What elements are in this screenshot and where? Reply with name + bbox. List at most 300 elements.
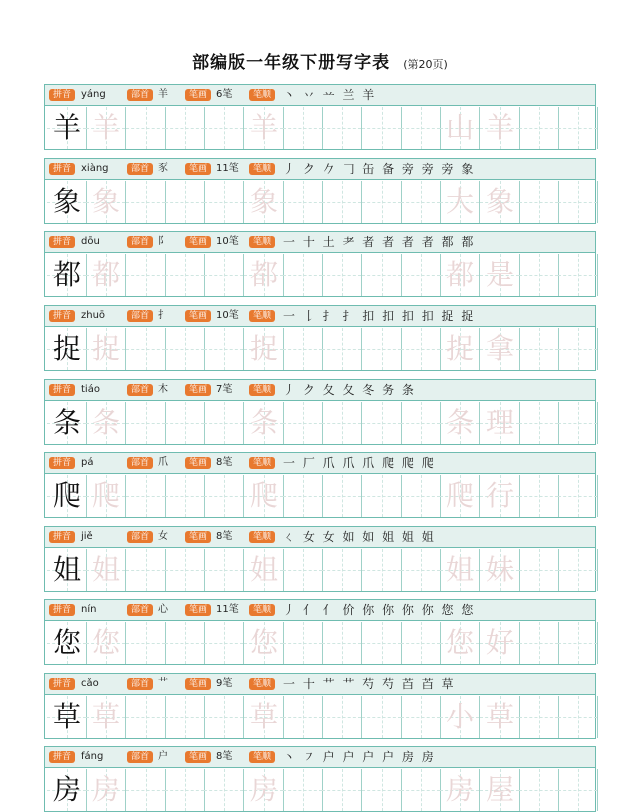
grid-cell (480, 549, 520, 591)
character-block (44, 746, 596, 812)
word-trace-character: 草 (485, 700, 514, 733)
page-title (0, 48, 640, 73)
grid-cell (440, 769, 480, 811)
trace-character: 草 (91, 700, 120, 733)
grid-cell (165, 696, 205, 738)
info-header (45, 453, 595, 474)
trace-character: 草 (249, 700, 278, 733)
grid-cell (86, 769, 126, 811)
grid-cell (322, 181, 362, 223)
stroke-order-tag: 笔顺 (249, 310, 275, 322)
radical-tag: 部首 (127, 163, 153, 175)
radical-text: 艹 (158, 678, 168, 689)
trace-character: 您 (249, 626, 278, 659)
pinyin-text: tiáo (81, 384, 100, 395)
model-character: 爬 (52, 479, 81, 512)
grid-cell (165, 181, 205, 223)
stroke-count-tag: 笔画 (185, 751, 211, 763)
stroke-order-tag: 笔顺 (249, 604, 275, 616)
grid-cell (322, 622, 362, 664)
radical-text: 阝 (158, 236, 168, 247)
grid-cell (558, 328, 598, 370)
grid-cell (47, 107, 87, 149)
grid-cell (165, 402, 205, 444)
pinyin-text: fáng (81, 751, 104, 762)
grid-cell (401, 622, 441, 664)
grid-cell (126, 254, 166, 296)
grid-cell (519, 475, 559, 517)
word-trace-character: 羊 (485, 111, 514, 144)
grid-cell (283, 622, 323, 664)
radical-tag: 部首 (127, 310, 153, 322)
grid-cell (362, 181, 402, 223)
grid-cell (86, 181, 126, 223)
grid-cell (86, 549, 126, 591)
grid-cell (86, 254, 126, 296)
radical-text: 木 (158, 384, 168, 395)
stroke-count-tag: 笔画 (185, 236, 211, 248)
trace-character: 捉 (91, 332, 120, 365)
grid-cell (401, 549, 441, 591)
word-trace-character: 小 (445, 700, 474, 733)
pinyin-tag: 拼音 (49, 236, 75, 248)
stroke-count-tag: 笔画 (185, 604, 211, 616)
stroke-count-text: 10笔 (216, 310, 239, 321)
grid-cell (204, 549, 244, 591)
grid-cell (47, 622, 87, 664)
writing-grid (45, 768, 595, 812)
stroke-order-text: 一 十 土 耂 者 者 者 者 都 都 (283, 235, 476, 249)
grid-cell (47, 402, 87, 444)
grid-cell (558, 181, 598, 223)
grid-cell (86, 107, 126, 149)
info-header (45, 306, 595, 327)
grid-cell (47, 549, 87, 591)
grid-cell (519, 622, 559, 664)
grid-cell (283, 328, 323, 370)
word-trace-character: 妹 (485, 553, 514, 586)
model-character: 条 (52, 406, 81, 439)
grid-cell (126, 622, 166, 664)
word-trace-character: 山 (445, 111, 474, 144)
character-block (44, 305, 596, 371)
pinyin-tag: 拼音 (49, 751, 75, 763)
grid-cell (362, 549, 402, 591)
trace-character: 都 (91, 258, 120, 291)
word-trace-character: 屋 (485, 773, 514, 806)
pinyin-text: nín (81, 604, 97, 615)
stroke-count-text: 8笔 (216, 457, 233, 468)
pinyin-text: yáng (81, 89, 106, 100)
grid-cell (519, 769, 559, 811)
grid-cell (322, 769, 362, 811)
stroke-order-text: 丿 亻 亻 价 你 你 你 你 您 您 (283, 603, 476, 617)
grid-cell (440, 402, 480, 444)
character-block (44, 379, 596, 445)
model-character: 姐 (52, 553, 81, 586)
grid-cell (480, 181, 520, 223)
word-trace-character: 拿 (485, 332, 514, 365)
pinyin-text: zhuō (81, 310, 106, 321)
radical-tag: 部首 (127, 457, 153, 469)
grid-cell (480, 696, 520, 738)
word-trace-character: 条 (445, 406, 474, 439)
grid-cell (47, 181, 87, 223)
grid-cell (519, 107, 559, 149)
grid-cell (283, 769, 323, 811)
grid-cell (519, 549, 559, 591)
character-block (44, 599, 596, 665)
grid-cell (401, 769, 441, 811)
grid-cell (558, 696, 598, 738)
pinyin-tag: 拼音 (49, 457, 75, 469)
grid-cell (47, 254, 87, 296)
grid-cell (165, 622, 205, 664)
radical-text: 户 (158, 751, 168, 762)
grid-cell (401, 475, 441, 517)
pinyin-tag: 拼音 (49, 678, 75, 690)
trace-character: 象 (91, 185, 120, 218)
word-trace-character: 房 (445, 773, 474, 806)
stroke-count-tag: 笔画 (185, 457, 211, 469)
grid-cell (519, 696, 559, 738)
stroke-count-text: 6笔 (216, 89, 233, 100)
character-block (44, 231, 596, 297)
grid-cell (126, 549, 166, 591)
stroke-order-text: 丿 ク 𠂊 𠃌 缶 备 旁 旁 旁 象 (283, 162, 476, 176)
grid-cell (440, 622, 480, 664)
stroke-count-text: 7笔 (216, 384, 233, 395)
stroke-order-text: 一 十 艹 艹 芍 芍 苩 苩 草 (283, 677, 456, 691)
trace-character: 姐 (91, 553, 120, 586)
pinyin-text: jiě (81, 531, 93, 542)
writing-grid (45, 106, 595, 150)
grid-cell (204, 181, 244, 223)
character-block (44, 452, 596, 518)
grid-cell (440, 181, 480, 223)
radical-tag: 部首 (127, 678, 153, 690)
pinyin-tag: 拼音 (49, 89, 75, 101)
word-trace-character: 您 (445, 626, 474, 659)
grid-cell (244, 402, 284, 444)
radical-text: 扌 (158, 310, 168, 321)
grid-cell (401, 107, 441, 149)
info-header (45, 232, 595, 253)
grid-cell (126, 402, 166, 444)
pinyin-text: dōu (81, 236, 100, 247)
word-trace-character: 爬 (445, 479, 474, 512)
stroke-order-text: 一 厂 爪 爪 爪 爬 爬 爬 (283, 456, 436, 470)
grid-cell (204, 107, 244, 149)
radical-tag: 部首 (127, 384, 153, 396)
grid-cell (204, 402, 244, 444)
model-character: 草 (52, 700, 81, 733)
grid-cell (480, 254, 520, 296)
grid-cell (204, 696, 244, 738)
grid-cell (480, 475, 520, 517)
info-header (45, 600, 595, 621)
grid-cell (283, 475, 323, 517)
grid-cell (126, 769, 166, 811)
grid-cell (244, 622, 284, 664)
trace-character: 象 (249, 185, 278, 218)
grid-cell (126, 181, 166, 223)
stroke-order-text: 一 𠄌 扌 扌 扣 扣 扣 扣 捉 捉 (283, 309, 476, 323)
grid-cell (165, 549, 205, 591)
pinyin-text: cǎo (81, 678, 99, 689)
radical-text: 豕 (158, 163, 168, 174)
radical-text: 女 (158, 531, 168, 542)
grid-cell (244, 254, 284, 296)
character-block (44, 673, 596, 739)
grid-cell (126, 328, 166, 370)
grid-cell (204, 328, 244, 370)
grid-cell (558, 769, 598, 811)
pinyin-tag: 拼音 (49, 310, 75, 322)
grid-cell (558, 402, 598, 444)
grid-cell (362, 328, 402, 370)
stroke-order-tag: 笔顺 (249, 751, 275, 763)
stroke-order-tag: 笔顺 (249, 531, 275, 543)
radical-text: 心 (158, 604, 168, 615)
stroke-count-tag: 笔画 (185, 163, 211, 175)
grid-cell (47, 696, 87, 738)
character-block (44, 526, 596, 592)
model-character: 捉 (52, 332, 81, 365)
radical-tag: 部首 (127, 604, 153, 616)
stroke-count-text: 10笔 (216, 236, 239, 247)
grid-cell (244, 769, 284, 811)
stroke-count-text: 8笔 (216, 531, 233, 542)
stroke-count-tag: 笔画 (185, 89, 211, 101)
stroke-order-tag: 笔顺 (249, 163, 275, 175)
grid-cell (401, 696, 441, 738)
grid-cell (244, 107, 284, 149)
grid-cell (47, 475, 87, 517)
writing-grid (45, 548, 595, 592)
pinyin-text: pá (81, 457, 94, 468)
trace-character: 羊 (91, 111, 120, 144)
grid-cell (519, 402, 559, 444)
grid-cell (401, 254, 441, 296)
grid-cell (165, 107, 205, 149)
radical-text: 爪 (158, 457, 168, 468)
grid-cell (165, 328, 205, 370)
grid-cell (244, 696, 284, 738)
grid-cell (362, 107, 402, 149)
grid-cell (480, 328, 520, 370)
grid-cell (47, 328, 87, 370)
grid-cell (244, 328, 284, 370)
grid-cell (283, 254, 323, 296)
grid-cell (204, 622, 244, 664)
word-trace-character: 是 (485, 258, 514, 291)
stroke-order-tag: 笔顺 (249, 678, 275, 690)
grid-cell (401, 181, 441, 223)
grid-cell (558, 254, 598, 296)
grid-cell (86, 622, 126, 664)
grid-cell (322, 696, 362, 738)
stroke-count-tag: 笔画 (185, 384, 211, 396)
model-character: 您 (52, 626, 81, 659)
word-trace-character: 象 (485, 185, 514, 218)
word-trace-character: 好 (485, 626, 514, 659)
grid-cell (204, 254, 244, 296)
stroke-count-text: 8笔 (216, 751, 233, 762)
model-character: 羊 (52, 111, 81, 144)
grid-cell (519, 254, 559, 296)
trace-character: 姐 (249, 553, 278, 586)
radical-tag: 部首 (127, 236, 153, 248)
stroke-order-tag: 笔顺 (249, 457, 275, 469)
grid-cell (244, 181, 284, 223)
pinyin-tag: 拼音 (49, 531, 75, 543)
grid-cell (283, 107, 323, 149)
info-header (45, 674, 595, 695)
page-number: (第20页) (403, 58, 448, 71)
grid-cell (204, 475, 244, 517)
grid-cell (362, 769, 402, 811)
radical-tag: 部首 (127, 89, 153, 101)
stroke-order-tag: 笔顺 (249, 384, 275, 396)
grid-cell (480, 769, 520, 811)
grid-cell (322, 475, 362, 517)
grid-cell (558, 622, 598, 664)
grid-cell (322, 549, 362, 591)
grid-cell (47, 769, 87, 811)
trace-character: 房 (91, 773, 120, 806)
pinyin-tag: 拼音 (49, 384, 75, 396)
stroke-count-tag: 笔画 (185, 678, 211, 690)
pinyin-tag: 拼音 (49, 163, 75, 175)
stroke-order-text: 丿 ク 夂 夂 冬 务 条 (283, 383, 416, 397)
grid-cell (362, 402, 402, 444)
grid-cell (322, 328, 362, 370)
model-character: 都 (52, 258, 81, 291)
grid-cell (558, 475, 598, 517)
grid-cell (480, 622, 520, 664)
info-header (45, 747, 595, 768)
trace-character: 条 (249, 406, 278, 439)
grid-cell (322, 402, 362, 444)
grid-cell (558, 549, 598, 591)
pinyin-text: xiàng (81, 163, 109, 174)
word-trace-character: 行 (485, 479, 514, 512)
stroke-order-tag: 笔顺 (249, 89, 275, 101)
model-character: 象 (52, 185, 81, 218)
word-trace-character: 理 (485, 406, 514, 439)
trace-character: 羊 (249, 111, 278, 144)
grid-cell (126, 696, 166, 738)
title-text: 部编版一年级下册写字表 (192, 53, 391, 73)
stroke-count-text: 9笔 (216, 678, 233, 689)
grid-cell (440, 254, 480, 296)
grid-cell (86, 475, 126, 517)
grid-cell (86, 402, 126, 444)
trace-character: 都 (249, 258, 278, 291)
radical-tag: 部首 (127, 751, 153, 763)
grid-cell (126, 475, 166, 517)
info-header (45, 380, 595, 401)
grid-cell (244, 475, 284, 517)
grid-cell (165, 475, 205, 517)
writing-grid (45, 695, 595, 739)
grid-cell (362, 622, 402, 664)
grid-cell (440, 475, 480, 517)
grid-cell (558, 107, 598, 149)
trace-character: 爬 (249, 479, 278, 512)
stroke-order-text: 丶 丷 䒑 兰 羊 (283, 88, 377, 102)
word-trace-character: 都 (445, 258, 474, 291)
grid-cell (440, 549, 480, 591)
grid-cell (283, 181, 323, 223)
character-block (44, 158, 596, 224)
stroke-count-tag: 笔画 (185, 531, 211, 543)
stroke-count-text: 11笔 (216, 604, 239, 615)
grid-cell (519, 328, 559, 370)
word-trace-character: 姐 (445, 553, 474, 586)
stroke-order-tag: 笔顺 (249, 236, 275, 248)
trace-character: 条 (91, 406, 120, 439)
grid-cell (283, 696, 323, 738)
model-character: 房 (52, 773, 81, 806)
grid-cell (165, 254, 205, 296)
grid-cell (204, 769, 244, 811)
character-block (44, 84, 596, 150)
grid-cell (126, 107, 166, 149)
grid-cell (440, 107, 480, 149)
grid-cell (362, 696, 402, 738)
grid-cell (519, 181, 559, 223)
grid-cell (480, 402, 520, 444)
grid-cell (244, 549, 284, 591)
grid-cell (165, 769, 205, 811)
grid-cell (362, 475, 402, 517)
writing-grid (45, 621, 595, 665)
word-trace-character: 捉 (445, 332, 474, 365)
grid-cell (401, 402, 441, 444)
writing-grid (45, 327, 595, 371)
grid-cell (362, 254, 402, 296)
trace-character: 房 (249, 773, 278, 806)
info-header (45, 159, 595, 180)
radical-text: 羊 (158, 89, 168, 100)
grid-cell (322, 107, 362, 149)
writing-grid (45, 253, 595, 297)
trace-character: 您 (91, 626, 120, 659)
grid-cell (86, 696, 126, 738)
grid-cell (322, 254, 362, 296)
word-trace-character: 大 (445, 185, 474, 218)
writing-grid (45, 180, 595, 224)
pinyin-tag: 拼音 (49, 604, 75, 616)
info-header (45, 527, 595, 548)
grid-cell (283, 549, 323, 591)
grid-cell (283, 402, 323, 444)
trace-character: 捉 (249, 332, 278, 365)
info-header (45, 85, 595, 106)
grid-cell (401, 328, 441, 370)
writing-grid (45, 474, 595, 518)
trace-character: 爬 (91, 479, 120, 512)
grid-cell (480, 107, 520, 149)
grid-cell (86, 328, 126, 370)
stroke-order-text: 丶 ㇇ 户 户 户 户 房 房 (283, 750, 436, 764)
grid-cell (440, 696, 480, 738)
stroke-count-tag: 笔画 (185, 310, 211, 322)
stroke-count-text: 11笔 (216, 163, 239, 174)
writing-grid (45, 401, 595, 445)
